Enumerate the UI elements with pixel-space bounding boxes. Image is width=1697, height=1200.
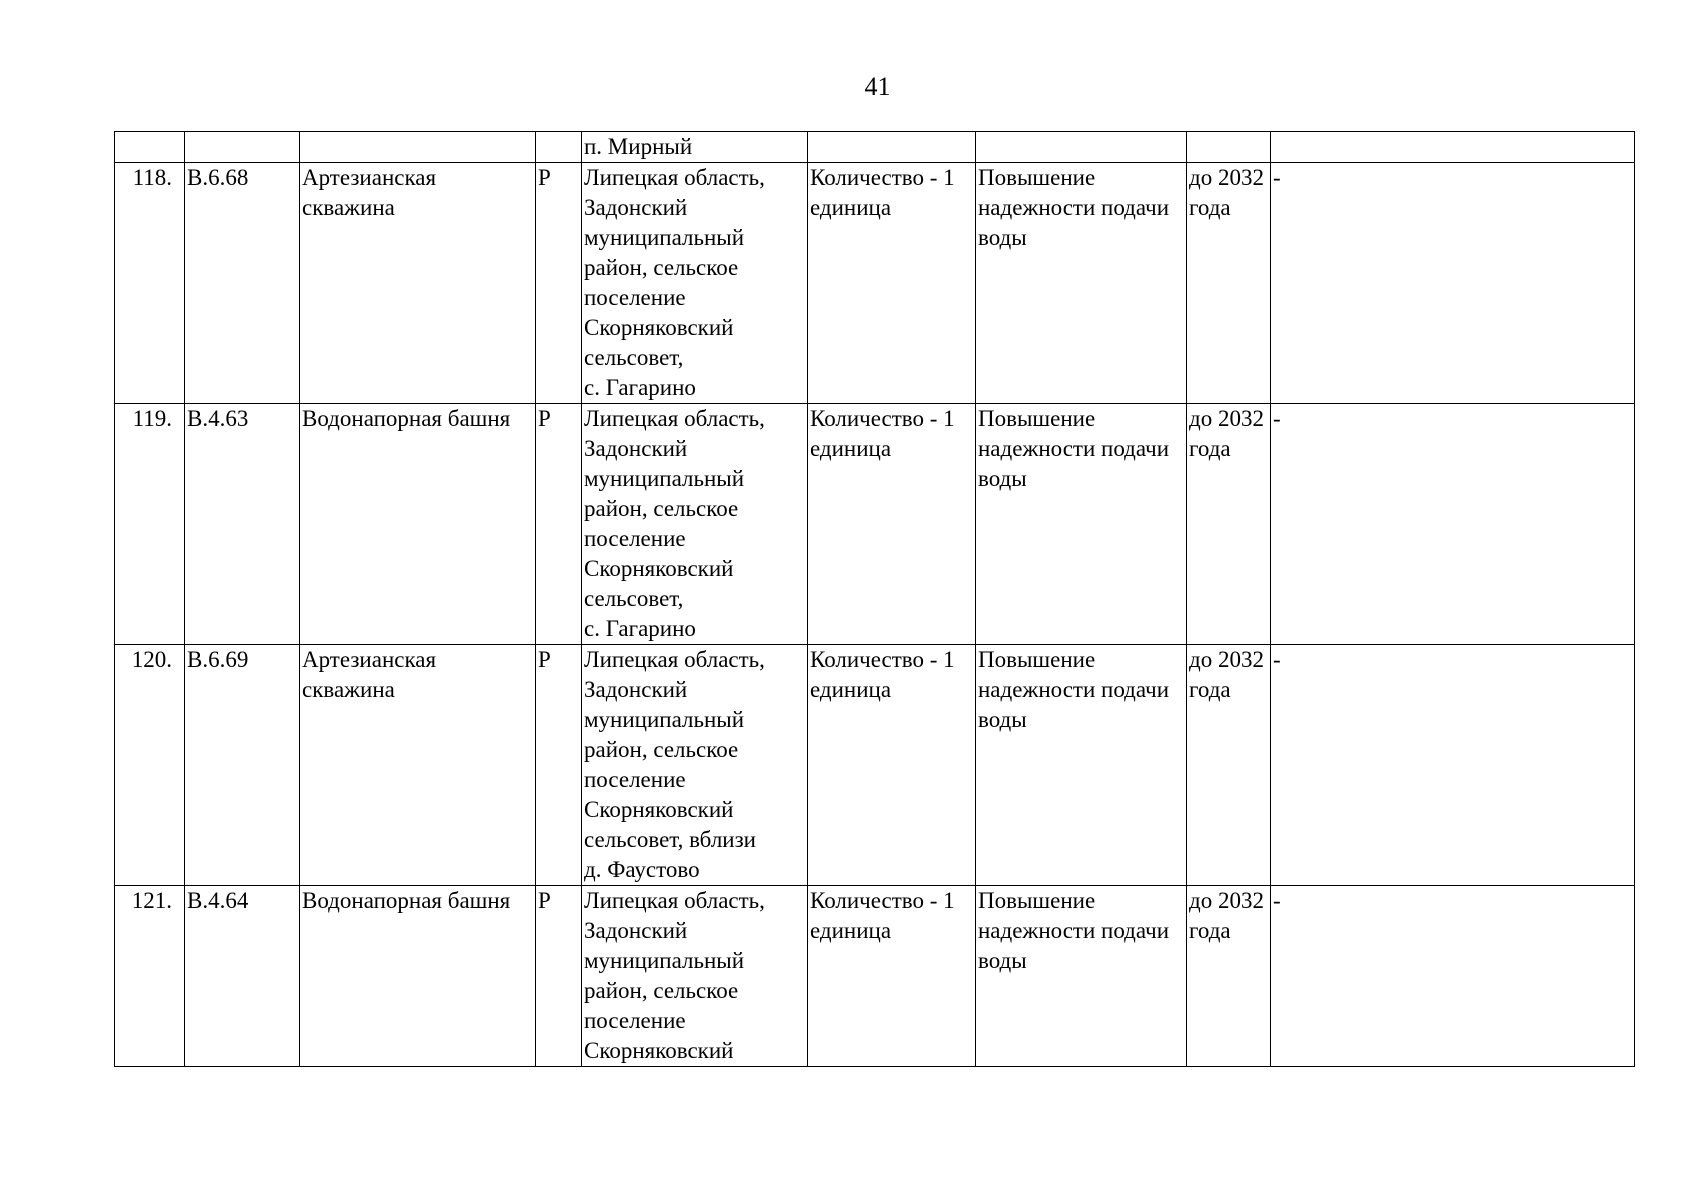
- purpose-line: надежности подачи: [978, 436, 1170, 461]
- quantity-line: Количество - 1: [810, 647, 955, 672]
- cell-code: В.6.69: [185, 645, 300, 886]
- cell-location: [582, 404, 808, 645]
- location-line: Задонский: [584, 436, 688, 461]
- location-line: муниципальный: [584, 948, 745, 973]
- name-line: скважина: [302, 677, 395, 702]
- cell-purpose: [976, 886, 1187, 1067]
- location-line: п. Мирный: [584, 134, 693, 159]
- quantity-line: единица: [810, 436, 892, 461]
- location-line: район, сельское: [584, 737, 739, 762]
- cell-name: [300, 404, 536, 645]
- deadline-line: года: [1189, 918, 1231, 943]
- cell-code: В.6.68: [185, 163, 300, 404]
- location-line: район, сельское: [584, 255, 739, 280]
- name-line: Водонапорная башня: [302, 888, 511, 913]
- quantity-line: единица: [810, 677, 892, 702]
- purpose-line: надежности подачи: [978, 195, 1170, 220]
- cell-deadline: [1187, 163, 1271, 404]
- deadline-line: года: [1189, 677, 1231, 702]
- cell-quantity: [808, 886, 976, 1067]
- location-line: с. Гагарино: [584, 616, 696, 641]
- cell-num: 118.: [115, 163, 185, 404]
- location-line: район, сельское: [584, 978, 739, 1003]
- purpose-line: Повышение: [978, 165, 1096, 190]
- data-table: [114, 131, 1635, 1067]
- location-line: Скорняковский: [584, 556, 734, 581]
- cell-location: [582, 886, 808, 1067]
- cell-name: [300, 886, 536, 1067]
- purpose-line: воды: [978, 225, 1027, 250]
- cell-name: [300, 163, 536, 404]
- cell-purpose: [976, 132, 1187, 163]
- cell-name: [300, 132, 536, 163]
- purpose-line: Повышение: [978, 406, 1096, 431]
- cell-note: -: [1271, 163, 1635, 404]
- cell-num: [115, 132, 185, 163]
- quantity-line: единица: [810, 918, 892, 943]
- location-line: поселение: [584, 526, 686, 551]
- location-line: поселение: [584, 285, 686, 310]
- cell-note: -: [1271, 886, 1635, 1067]
- cell-deadline: [1187, 132, 1271, 163]
- cell-purpose: [976, 163, 1187, 404]
- location-line: д. Фаустово: [584, 857, 700, 882]
- quantity-line: Количество - 1: [810, 165, 955, 190]
- location-line: Задонский: [584, 677, 688, 702]
- table-row: [115, 886, 1635, 1067]
- location-line: поселение: [584, 767, 686, 792]
- purpose-line: воды: [978, 948, 1027, 973]
- table-row: [115, 645, 1635, 886]
- location-line: Скорняковский: [584, 797, 734, 822]
- purpose-line: Повышение: [978, 888, 1096, 913]
- location-line: муниципальный: [584, 466, 745, 491]
- purpose-line: надежности подачи: [978, 677, 1170, 702]
- deadline-line: года: [1189, 436, 1231, 461]
- location-line: Липецкая область,: [584, 165, 765, 190]
- cell-code: [185, 132, 300, 163]
- deadline-line: до 2032: [1189, 647, 1264, 672]
- quantity-line: Количество - 1: [810, 406, 955, 431]
- cell-num: 120.: [115, 645, 185, 886]
- location-line: сельсовет,: [584, 345, 684, 370]
- cell-quantity: [808, 404, 976, 645]
- cell-num: 121.: [115, 886, 185, 1067]
- cell-quantity: [808, 132, 976, 163]
- cell-deadline: [1187, 404, 1271, 645]
- name-line: Артезианская: [302, 165, 437, 190]
- cell-location: [582, 645, 808, 886]
- table-row: [115, 404, 1635, 645]
- purpose-line: Повышение: [978, 647, 1096, 672]
- cell-location: [582, 132, 808, 163]
- cell-location: [582, 163, 808, 404]
- cell-purpose: [976, 645, 1187, 886]
- location-line: Задонский: [584, 918, 688, 943]
- cell-type: Р: [536, 163, 582, 404]
- purpose-line: воды: [978, 707, 1027, 732]
- location-line: муниципальный: [584, 225, 745, 250]
- name-line: Водонапорная башня: [302, 406, 511, 431]
- deadline-line: года: [1189, 195, 1231, 220]
- cell-quantity: [808, 163, 976, 404]
- cell-note: -: [1271, 645, 1635, 886]
- deadline-line: до 2032: [1189, 406, 1264, 431]
- location-line: сельсовет,: [584, 586, 684, 611]
- quantity-line: Количество - 1: [810, 888, 955, 913]
- location-line: Липецкая область,: [584, 888, 765, 913]
- name-line: скважина: [302, 195, 395, 220]
- page-number: 41: [864, 72, 891, 101]
- cell-code: В.4.64: [185, 886, 300, 1067]
- continuation-row: [115, 132, 1635, 163]
- cell-deadline: [1187, 645, 1271, 886]
- cell-type: [536, 132, 582, 163]
- location-line: Липецкая область,: [584, 406, 765, 431]
- cell-type: Р: [536, 886, 582, 1067]
- location-line: сельсовет, вблизи: [584, 827, 756, 852]
- location-line: поселение: [584, 1008, 686, 1033]
- cell-quantity: [808, 645, 976, 886]
- cell-type: Р: [536, 645, 582, 886]
- purpose-line: надежности подачи: [978, 918, 1170, 943]
- location-line: район, сельское: [584, 496, 739, 521]
- name-line: Артезианская: [302, 647, 437, 672]
- location-line: Скорняковский: [584, 1038, 734, 1063]
- cell-note: [1271, 132, 1635, 163]
- cell-code: В.4.63: [185, 404, 300, 645]
- location-line: Липецкая область,: [584, 647, 765, 672]
- quantity-line: единица: [810, 195, 892, 220]
- table-row: [115, 163, 1635, 404]
- location-line: муниципальный: [584, 707, 745, 732]
- cell-type: Р: [536, 404, 582, 645]
- location-line: Задонский: [584, 195, 688, 220]
- deadline-line: до 2032: [1189, 165, 1264, 190]
- cell-num: 119.: [115, 404, 185, 645]
- location-line: Скорняковский: [584, 315, 734, 340]
- cell-note: -: [1271, 404, 1635, 645]
- deadline-line: до 2032: [1189, 888, 1264, 913]
- purpose-line: воды: [978, 466, 1027, 491]
- cell-name: [300, 645, 536, 886]
- location-line: с. Гагарино: [584, 375, 696, 400]
- cell-purpose: [976, 404, 1187, 645]
- cell-deadline: [1187, 886, 1271, 1067]
